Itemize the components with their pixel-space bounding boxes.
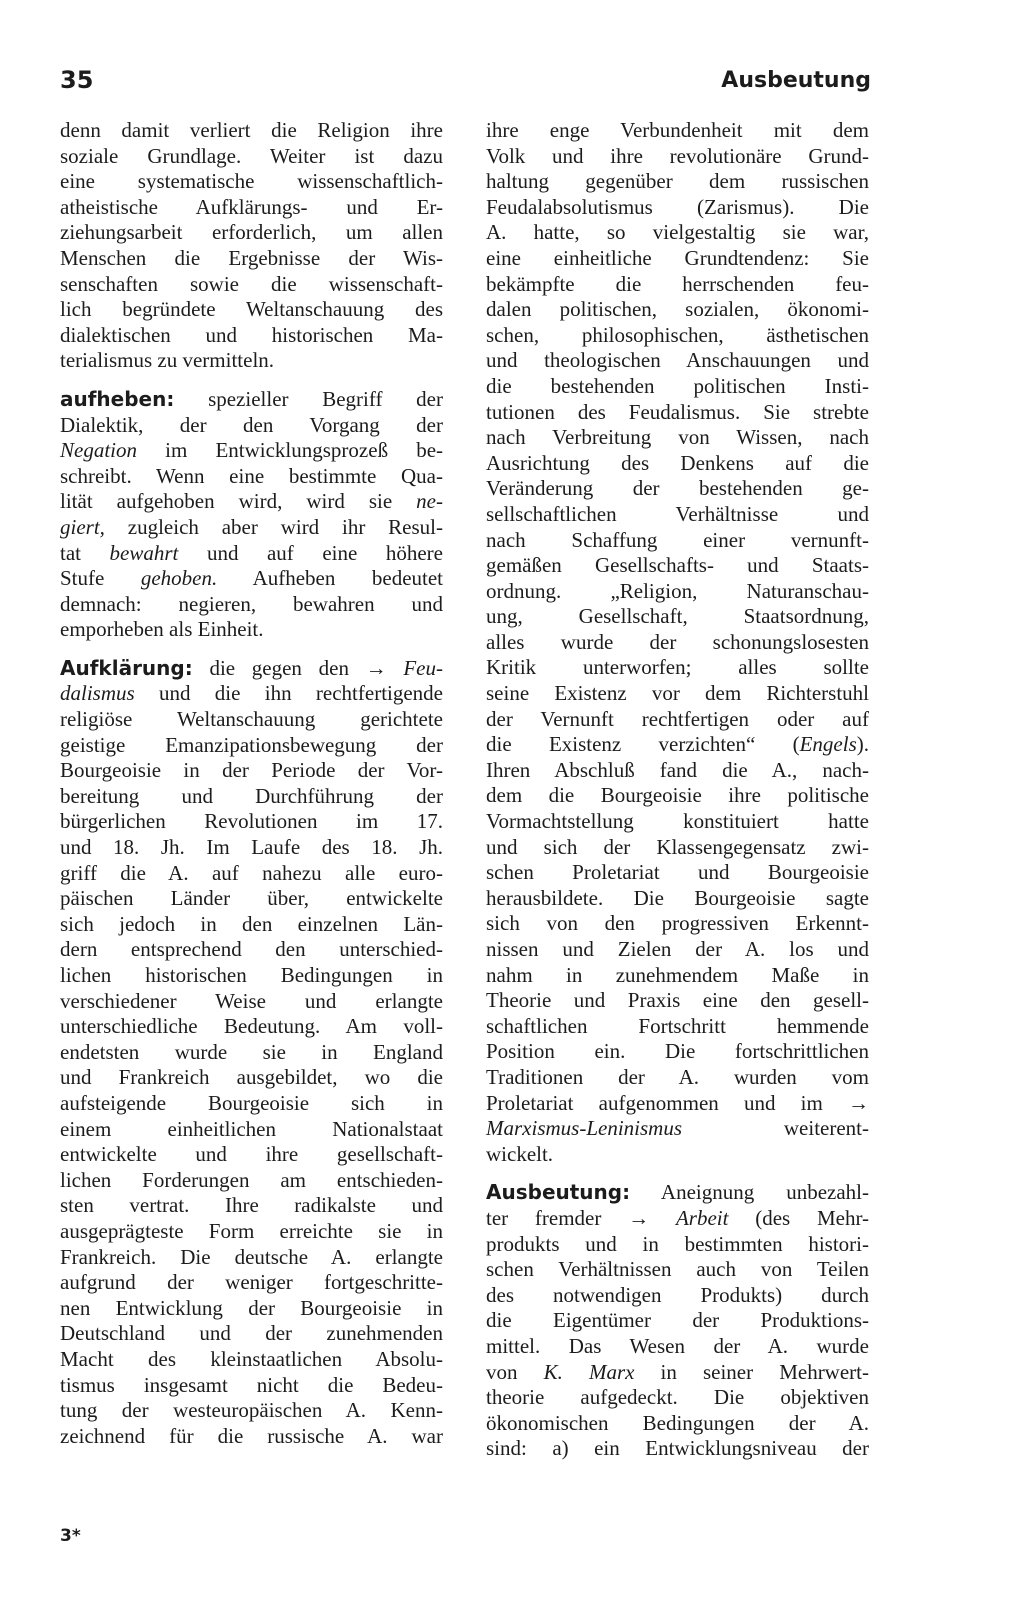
- text-line: Theorie und Praxis eine den gesell-: [486, 988, 869, 1013]
- text-line: nen Entwicklung der Bourgeoisie in: [60, 1295, 443, 1320]
- headword: Aufklärung:: [60, 655, 193, 680]
- text-line: schen, philosophischen, ästhetischen: [486, 322, 869, 347]
- text-line: Traditionen der A. wurden vom: [486, 1064, 869, 1089]
- entry-aufheben: aufheben: spezieller Begriff der: [60, 386, 443, 411]
- signature-mark: 3*: [60, 1526, 81, 1546]
- text-line: dem die Bourgeoisie ihre politische: [486, 783, 869, 808]
- headword: Ausbeutung:: [486, 1180, 631, 1205]
- text-line: nach Verbreitung von Wissen, nach: [486, 425, 869, 450]
- text-line: dalen politischen, sozialen, ökonomi-: [486, 297, 869, 322]
- text-line: atheistische Aufklärungs- und Er-: [60, 194, 443, 219]
- text-line: sich von den progressiven Erkennt-: [486, 911, 869, 936]
- arrow-icon: →: [365, 655, 387, 680]
- text-line: demnach: negieren, bewahren und: [60, 591, 443, 616]
- text-line: aufsteigende Bourgeoisie sich in: [60, 1090, 443, 1115]
- crossref-term: Feu-: [403, 655, 444, 680]
- text-line: Position ein. Die fortschrittlichen: [486, 1039, 869, 1064]
- text-line: und sich der Klassengegensatz zwi-: [486, 834, 869, 859]
- text-line: lich begründete Weltanschauung des: [60, 297, 443, 322]
- text-line: wickelt.: [486, 1141, 554, 1166]
- text-line: seine Existenz vor dem Richterstuhl: [486, 681, 869, 706]
- text-line: tat bewahrt und auf eine höhere: [60, 540, 443, 565]
- text-line: Frankreich. Die deutsche A. erlangte: [60, 1244, 443, 1269]
- text-line: A. hatte, so vielgestaltig sie war,: [486, 220, 869, 245]
- text-line: religiöse Weltanschauung gerichtete: [60, 707, 443, 732]
- text-line: sten vertrat. Ihre radikalste und: [60, 1193, 443, 1218]
- text-line: verschiedener Weise und erlangte: [60, 988, 443, 1013]
- text-line: Menschen die Ergebnisse der Wis-: [60, 245, 443, 270]
- text-line: mittel. Das Wesen der A. wurde: [486, 1333, 869, 1358]
- text-line: ung, Gesellschaft, Staatsordnung,: [486, 604, 869, 629]
- headword: aufheben:: [60, 386, 175, 411]
- text-line: die Existenz verzichten“ (Engels).: [486, 732, 869, 757]
- text-line: der Vernunft rechtfertigen oder auf: [486, 706, 869, 731]
- text-line: Veränderung der bestehenden ge-: [486, 476, 869, 501]
- text-line: ihre enge Verbundenheit mit dem: [486, 118, 869, 142]
- text-line: entwickelte und ihre gesellschaft-: [60, 1142, 443, 1167]
- text-line: giert, zugleich aber wird ihr Resul-: [60, 514, 444, 539]
- text-line: eine systematische wissenschaftlich-: [60, 169, 443, 194]
- text-line: eine einheitliche Grundtendenz: Sie: [486, 245, 869, 270]
- text-line: lität aufgehoben wird, wird sie ne-: [60, 489, 443, 514]
- text-line: tung der westeuropäischen A. Kenn-: [60, 1398, 443, 1423]
- text-line: gemäßen Gesellschafts- und Staats-: [486, 553, 869, 578]
- entry-ausbeutung: Ausbeutung: Aneignung unbezahl-: [486, 1180, 869, 1205]
- text-line: theorie aufgedeckt. Die objektiven: [486, 1385, 869, 1410]
- text-line: dalismus und die ihn rechtfertigende: [60, 681, 444, 706]
- text-line: schreibt. Wenn eine bestimmte Qua-: [60, 463, 443, 488]
- text-line: päischen Länder über, entwickelte: [60, 886, 443, 911]
- crossref-term: Marxismus-Leninismus: [486, 1116, 683, 1141]
- text-line: sellschaftlichen Verhältnisse und: [486, 501, 869, 526]
- text-line: einem einheitlichen Nationalstaat: [60, 1116, 443, 1141]
- text-line: tutionen des Feudalismus. Sie strebte: [486, 399, 869, 424]
- page-number: 35: [60, 66, 94, 94]
- text-line: nissen und Zielen der A. los und: [486, 937, 869, 961]
- right-column: [486, 118, 869, 1462]
- text-line: Bourgeoisie in der Periode der Vor-: [60, 758, 443, 783]
- text-line: lichen Forderungen am entschieden-: [60, 1167, 443, 1192]
- text-line: ausgeprägteste Form erreichte sie in: [60, 1218, 443, 1243]
- text-line: schen Verhältnissen auch von Teilen: [486, 1257, 869, 1282]
- text-line: Negation im Entwicklungsprozeß be-: [60, 438, 444, 463]
- text-line: Ausrichtung des Denkens auf die: [486, 450, 869, 475]
- text-line: Volk und ihre revolutionäre Grund-: [486, 143, 869, 168]
- text-line: Feudalabsolutismus (Zarismus). Die: [486, 194, 869, 219]
- text-line: von K. Marx in seiner Mehrwert-: [486, 1359, 869, 1384]
- text-line: endetsten wurde sie in England: [60, 1039, 443, 1064]
- text-line: und theologischen Anschauungen und: [486, 348, 869, 373]
- text-line: Proletariat aufgenommen und im →: [486, 1090, 869, 1115]
- text-line: tismus insgesamt nicht die Bedeu-: [60, 1372, 443, 1397]
- entry-aufklaerung: Aufklärung: die gegen den → Feu-: [60, 655, 444, 680]
- text-line: und Frankreich ausgebildet, wo die: [60, 1065, 443, 1090]
- text-line: und 18. Jh. Im Laufe des 18. Jh.: [60, 835, 443, 860]
- text-line: nach Schaffung einer vernunft-: [486, 527, 869, 552]
- text-line: schen Proletariat und Bourgeoisie: [486, 860, 869, 885]
- text-line: sind: a) ein Entwicklungsniveau der: [486, 1436, 869, 1461]
- left-column: [60, 118, 443, 1449]
- text-line: schaftlichen Fortschritt hemmende: [486, 1013, 869, 1038]
- crossref-term: Arbeit: [675, 1205, 729, 1230]
- text-line: des notwendigen Produkts) durch: [486, 1282, 869, 1307]
- text-line: bereitung und Durchführung der: [60, 783, 443, 808]
- text-line: aufgrund der weniger fortgeschritte-: [60, 1270, 443, 1295]
- text-line: griff die A. auf nahezu alle euro-: [60, 860, 443, 885]
- text-line: die Eigentümer der Produktions-: [486, 1308, 869, 1333]
- text-line: terialismus zu vermitteln.: [60, 348, 275, 373]
- author-name: K. Marx: [543, 1359, 635, 1384]
- author-name: Engels: [799, 732, 857, 757]
- text-line: produkts und in bestimmten histori-: [486, 1231, 869, 1256]
- text-line: geistige Emanzipationsbewegung der: [60, 732, 443, 757]
- text-line: soziale Grundlage. Weiter ist dazu: [60, 143, 443, 168]
- text-line: Dialektik, der den Vorgang der: [60, 412, 443, 437]
- text-line: ter fremder → Arbeit (des Mehr-: [486, 1205, 870, 1230]
- text-line: bekämpfte die herrschenden feu-: [486, 271, 869, 296]
- text-line: Ihren Abschluß fand die A., nach-: [486, 757, 869, 782]
- running-title: Ausbeutung: [721, 68, 871, 93]
- text-line: ordnung. „Religion, Naturanschau-: [486, 578, 869, 603]
- text-line: Macht des kleinstaatlichen Absolu-: [60, 1346, 443, 1371]
- text-line: emporheben als Einheit.: [60, 617, 264, 642]
- text-line: ökonomischen Bedingungen der A.: [486, 1410, 869, 1435]
- text-line: ziehungsarbeit erforderlich, um allen: [60, 220, 443, 245]
- text-line: unterschiedliche Bedeutung. Am voll-: [60, 1014, 443, 1039]
- text-line: bürgerlichen Revolutionen im 17.: [60, 809, 443, 834]
- text-line: alles wurde der schonungslosesten: [486, 629, 869, 654]
- text-line: Deutschland und der zunehmenden: [60, 1321, 443, 1346]
- text-line: haltung gegenüber dem russischen: [486, 169, 869, 194]
- text-line: die bestehenden politischen Insti-: [486, 373, 869, 398]
- text-line: zeichnend für die russische A. war: [60, 1423, 443, 1448]
- text-line: Stufe gehoben. Aufheben bedeutet: [60, 566, 444, 591]
- text-line: Marxismus-Leninismus weiterent-: [486, 1116, 869, 1141]
- text-line: denn damit verliert die Religion ihre: [60, 118, 443, 142]
- text-line: dialektischen und historischen Ma-: [60, 322, 443, 347]
- text-line: lichen historischen Bedingungen in: [60, 963, 443, 987]
- crossref-term: Negation: [60, 438, 137, 463]
- text-line: Kritik unterworfen; alles sollte: [486, 655, 869, 680]
- text-line: Vormachtstellung konstituiert hatte: [486, 809, 869, 834]
- text-line: sich jedoch in den einzelnen Län-: [60, 911, 443, 936]
- text-line: nahm in zunehmendem Maße in: [486, 962, 869, 987]
- text-line: senschaften sowie die wissenschaft-: [60, 271, 443, 296]
- text-line: dern entsprechend den unterschied-: [60, 937, 443, 962]
- text-line: herausbildete. Die Bourgeoisie sagte: [486, 885, 869, 910]
